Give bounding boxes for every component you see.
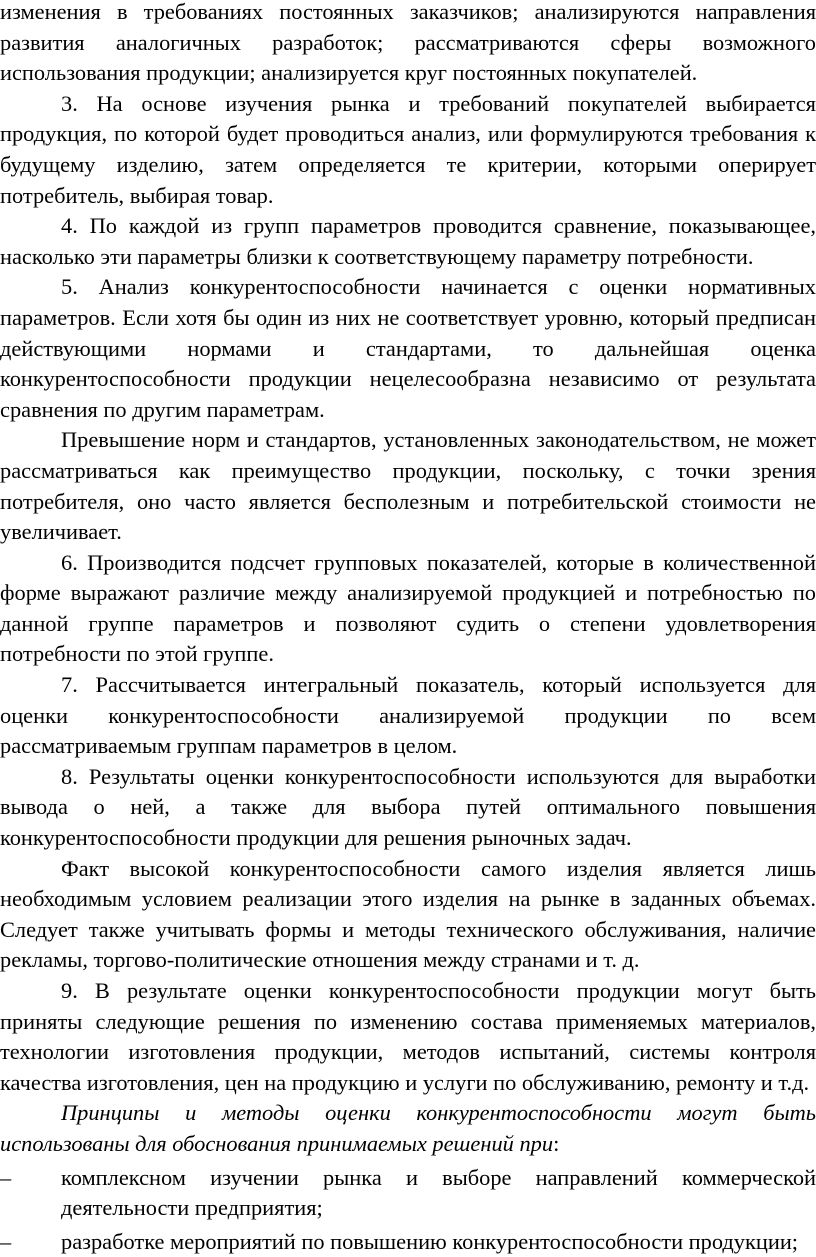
paragraph-step-8: 8. Результаты оценки конкурентоспособности используются для выработки вывода о ней, а также для выбора путей оптимального повышения конкурентоспособности продукции для решения рыночных задач. xyxy=(0,763,816,851)
paragraph-step-9: 9. В результате оценки конкурентоспособности продукции могут быть приняты следующие решения по изменению состава применяемых материалов, технологии изготовления продукции, методов испытаний, системы контроля качества изготовления, цен на продукцию и услуги по обслуживанию, ремонту и т.д. xyxy=(0,978,816,1095)
dash-marker: – xyxy=(0,1164,12,1190)
list-item xyxy=(0,1163,816,1224)
dash-marker: – xyxy=(0,1228,12,1254)
paragraph-step-3: 3. На основе изучения рынка и требований покупателей выбирается продукция, по которой будет проводиться анализ, или формулируются требования к будущему изделию, затем определяется те критерии, которыми оперирует потребитель, выбирая товар. xyxy=(0,90,816,208)
paragraph-step-6: 6. Производится подсчет групповых показателей, которые в количественной форме выражают различие между анализируемой продукцией и потребностью по данной группе параметров и позволяют судить о степени удовлетворения потребности по этой группе. xyxy=(0,549,816,667)
paragraph-continuation: изменения в требованиях постоянных заказчиков; анализируются направления развития аналогичных разработок; рассматриваются сферы возможного использования продукции; анализируется круг постоянных покупателей. xyxy=(0,0,816,86)
paragraph-step-5: 5. Анализ конкурентоспособности начинается с оценки нормативных параметров. Если хотя бы один из них не соответствует уровню, который предписан действующими нормами и стандартами, то дальнейшая оценка конкурентоспособности продукции нецелесообразна независимо от результата сравнения по другим параметрам. xyxy=(0,274,816,422)
principles-colon: : xyxy=(553,1130,560,1156)
paragraph-norms-excess: Превышение норм и стандартов, установленных законодательством, не может рассматриваться как преимущество продукции, поскольку, с точки зрения потребителя, оно часто является бесполезным и потребительской стоимости не увеличивает. xyxy=(0,427,816,545)
list-item-text: разработке мероприятий по повышению конкурентоспособности продукции; xyxy=(61,1228,799,1254)
paragraph-step-7: 7. Рассчитывается интегральный показатель, который используется для оценки конкурентоспособности анализируемой продукции по всем рассматриваемым группам параметров в целом. xyxy=(0,672,816,759)
paragraph-step-4: 4. По каждой из групп параметров проводится сравнение, показывающее, насколько эти параметры близки к соответствующему параметру потребности. xyxy=(0,213,816,269)
principles-italic-text: Принципы и методы оценки конкурентоспособности могут быть использованы для обоснования принимаемых решений при xyxy=(0,1100,816,1156)
principles-list xyxy=(0,1163,816,1257)
list-item-text: комплексном изучении рынка и выборе направлений коммерческой деятельности предприятия; xyxy=(61,1164,816,1221)
paragraph-high-competitiveness: Факт высокой конкурентоспособности самого изделия является лишь необходимым условием реализации этого изделия на рынке в заданных объемах. Следует также учитывать формы и методы технического обслуживания, наличие рекламы, торгово-политические отношения между странами и т. д. xyxy=(0,855,816,973)
list-item xyxy=(0,1227,816,1257)
paragraph-principles xyxy=(0,1098,816,1159)
